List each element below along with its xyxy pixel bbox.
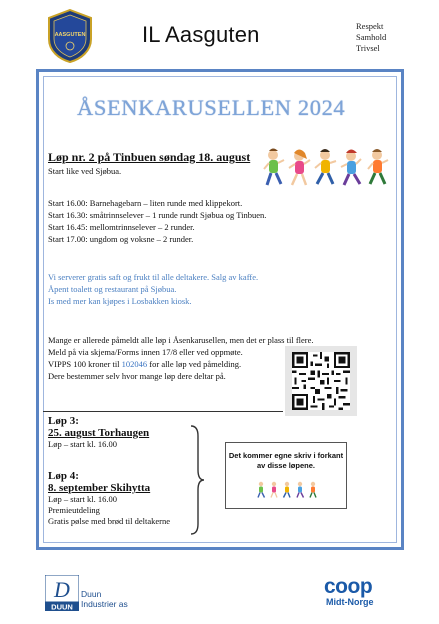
race4-extra: Gratis pølse med brød til deltakerne [48,516,171,526]
signup-line: Dere bestemmer selv hvor mange løp dere deltar på. [48,371,226,381]
vipps-number: 102046 [121,359,148,369]
race4 [48,470,170,527]
header [0,0,439,70]
serve-info-line: Vi serverer gratis saft og frukt til alle deltakere. Salg av kaffe. [48,272,259,282]
club-crest-icon [47,9,93,63]
race4-label: Løp 4: [48,470,79,482]
value-wellbeing: Trivsel [356,43,380,53]
start-schedule [48,197,266,245]
club-name: IL Aasguten [142,22,260,47]
coop-region: Midt-Norge [326,597,374,607]
duun-logo-word: DUUN [51,602,73,611]
qr-code-icon[interactable] [285,346,357,416]
schedule-line: Start 16.30: småtrinnselever – 1 runde rundt Sjøbua og Tinbuen. [48,210,267,220]
race4-start: Løp – start kl. 16.00 [48,494,117,504]
poster-frame [36,69,404,550]
notice-text: Det kommer egne skriv i forkant av disse løpene. [228,451,344,470]
signup-line: Meld på via skjema/Forms innen 17/8 eller ved oppmøte. [48,347,243,357]
race3 [48,415,149,450]
race2-heading: Løp nr. 2 på Tinbuen søndag 18. august [48,150,251,164]
value-respect: Respekt [356,21,384,31]
schedule-line: Start 17.00: ungdom og voksne – 2 runder. [48,234,194,244]
section-divider [43,411,283,412]
club-values [356,21,386,54]
duun-sponsor-text [81,589,128,609]
schedule-line: Start 16.00: Barnehagebarn – liten runde med klippekort. [48,198,243,208]
race4-name: 8. september Skihytta [48,482,151,494]
duun-logo-letter: D [54,577,70,602]
duun-logo-icon [45,575,79,611]
notice-box [225,442,347,509]
race4-extra: Premieutdeling [48,505,100,515]
running-kids-icon [263,147,391,195]
schedule-line: Start 16.45: mellomtrinnselever – 2 runder. [48,222,195,232]
serve-info-line: Åpent toalett og restaurant på Sjøbua. [48,284,177,294]
running-kids-small-icon [256,481,318,499]
signup-line: Mange er allerede påmeldt alle løp i Åsenkarusellen, men det er plass til flere. [48,335,314,345]
coop-logo [324,577,374,608]
value-unity: Samhold [356,32,387,42]
duun-name: Duun [81,589,102,599]
serve-info-line: Is med mer kan kjøpes i Losbakken kiosk. [48,296,192,306]
signup-line: VIPPS 100 kroner til 102046 for alle løp ved påmelding. [48,359,242,369]
serve-info [48,271,258,307]
curly-brace-icon [189,424,205,536]
race3-start: Løp – start kl. 16.00 [48,439,117,449]
duun-sub: Industrier as [81,599,128,609]
race3-name: 25. august Torhaugen [48,427,150,439]
poster-title: ÅSENKARUSELLEN 2024 [77,95,346,120]
race2-start-note: Start like ved Sjøbua. [48,166,122,176]
race3-label: Løp 3: [48,415,79,427]
crest-text: AASGUTEN [54,32,86,38]
coop-name: coop [324,575,373,598]
